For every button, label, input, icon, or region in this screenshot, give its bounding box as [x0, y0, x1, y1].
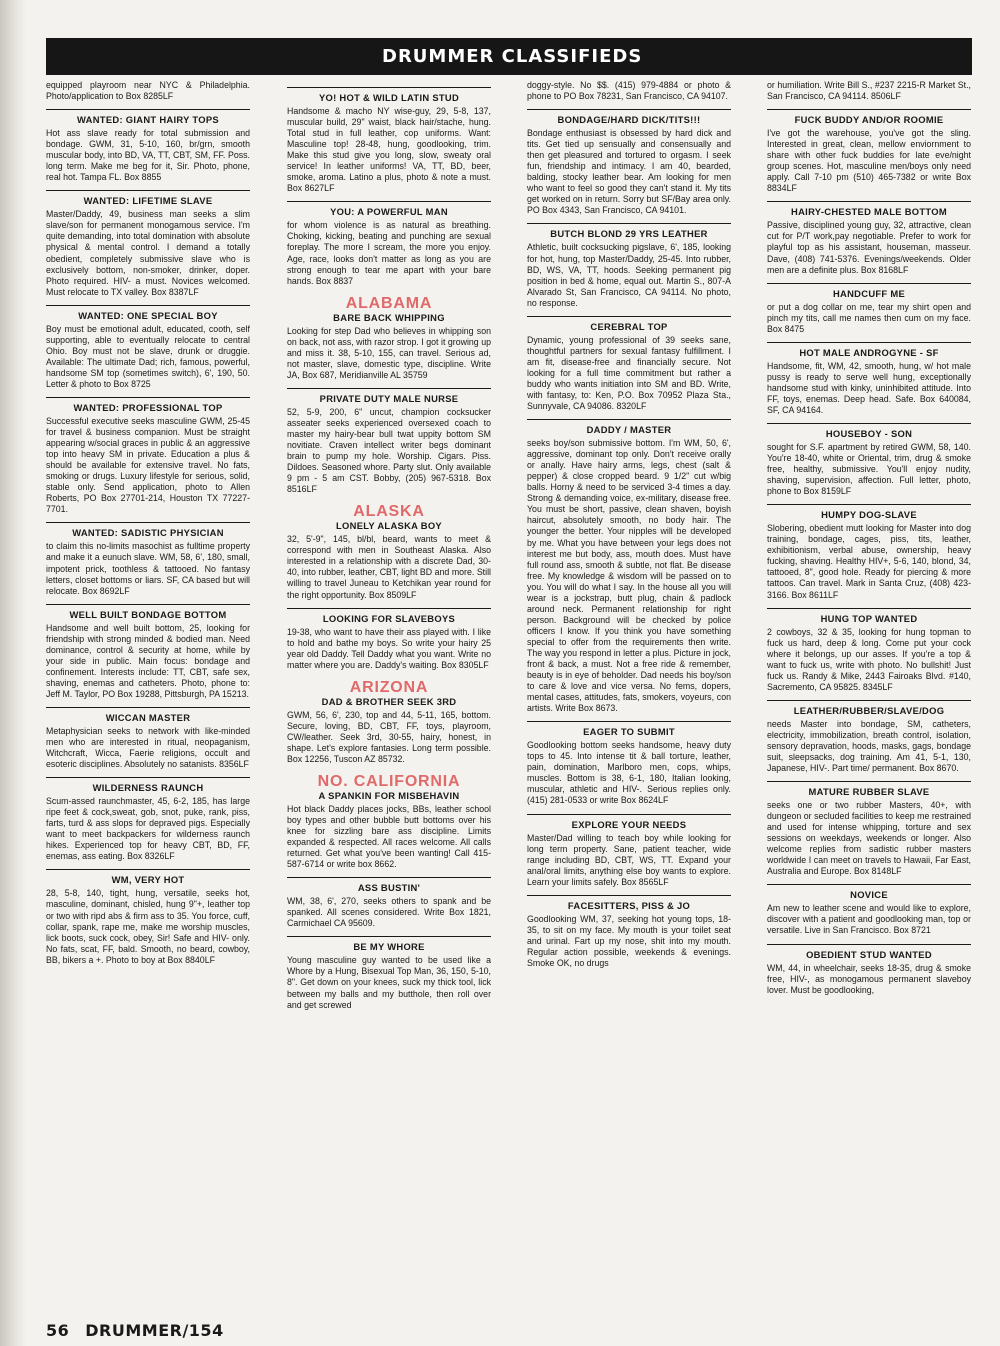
ad-divider: [46, 397, 250, 398]
ad-title: EAGER TO SUBMIT: [583, 726, 675, 738]
ad-title: HUNG TOP WANTED: [820, 612, 918, 624]
ad-divider: [287, 388, 491, 389]
ad-body: Successful executive seeks masculine GWM, 25-45 for travel & business companion. Must be straight appearing w/social graces in public & an aggressive top into heavy SM in private. Education a plus & should be available for extensive travel. No fats, smoking or drugs. Luxury lifestyle for serious, solid, stable only. Send application, photo to Allen Roberts, PO Box 27701-214, Houston TX 77227-7701.: [46, 415, 250, 515]
classified-ad: [287, 790, 491, 870]
ad-body: GWM, 56, 6', 230, top and 44, 5-11, 165, bottom. Secure, loving, BD, CBT, FF, toys, playroom, CW/leather. Seek 3rd, 30-55, hairy, honest, in shape. Let's explore fantasies. Long term possible. Box 12256, Tuscon AZ 85732.: [287, 709, 491, 764]
ad-title: BARE BACK WHIPPING: [333, 311, 445, 323]
ad-divider: [527, 814, 731, 815]
ad-body: Master/Daddy, 49, business man seeks a slim slave/son for permanent monogamous service. I'm quite demanding, into total domination with absolute physical & mental control. I demand a totally obedient, completely submissive slave who is exclusively bottom, non-smoker, drinker, doper. Photo required. HIV- a must. Novices welcomed. Must relocate to TX valley. Box 8387LF: [46, 209, 250, 297]
ad-title: WANTED: GIANT HAIRY TOPS: [77, 114, 219, 126]
classified-ad: [46, 522, 250, 596]
ad-title: BONDAGE/HARD DICK/TITS!!!: [557, 114, 701, 126]
ad-divider: [46, 109, 250, 110]
ad-title: HOT MALE ANDROGYNE - SF: [799, 346, 939, 358]
ad-body: seeks boy/son submissive bottom. I'm WM, 50, 6', aggressive, dominant top only. Don't receive orally or anally. Have hairy arms, legs, chest (salt & pepper) & close cropped beard. 9 1/2" cut w/big balls. Horny & need to be serviced 3-4 times a day. Strong & demanding voice, ex-military, disease free. You must be short, passive, clean shaven, boyish haircut, absolutely smooth, no body hair. The younger the better. Your nipples will be developed by me. What you have between your legs does not interest me but body, ass, mouth does. Must have full round ass, smooth & subtle, not flat. Be disease free. My knowledge & wisdom will be passed on to you. You will do what I say. In the house all you will wear is a jockstrap, butt plug, chain & padlock around neck. Permanent relationship for right person. Background will be checked by police officers I know. If you think you have something special to offer from the requirements then write. The way you respond in letter a plus. Picture in jock, front & back, a must. Not a free ride & remember, beauty is in eye of beholder. Dad needs his boy/son to care & love and vice versa. No fems, dopers, mental cases, attitudes, fats, smokers, voyeurs, con artists. Write Box 8673.: [527, 438, 731, 714]
ad-body: 2 cowboys, 32 & 35, looking for hung topman to fuck us hard, deep & long. Come put your cock where it belongs, up our asses. If you're a top & want to fuck us, write with photo. No bullshit! Just fuck us. Randy & Mike, 2443 Fairoaks Blvd. #140, Sacremento, CA 95825. 8345LF: [767, 626, 971, 692]
classified-ad: [527, 419, 731, 714]
classified-ad: [287, 608, 491, 671]
ad-body: Handsome, fit, WM, 42, smooth, hung, w/ hot male pussy is ready to serve well hung, exceptionally handsome stud with kinky, uninhibited attitude. Into FF, toys, enemas. Deep head. Safe. Box 640084, SF, CA 94164.: [767, 360, 971, 415]
ad-body: Slobering, obedient mutt looking for Master into dog training, bondage, cages, piss, tits, leather, exhibitionism, verbal abuse, ownership, heavy fucking, shaving. Healthy HIV+, 5-6, 140, blond, 34, tattooed, 8", good hole. Ready for piercing & more tattoos. Can travel. Mark in Santa Cruz, (408) 423-3166. Box 8611LF: [767, 523, 971, 600]
ad-body: 52, 5-9, 200, 6" uncut, champion cocksucker asseater seeks experienced oversexed coach to master my hairy-bear bull twat uppity bottom SM novitiate. Craven intellect writer begs dominant brain to pump my hole. Worship. Cigars. Piss. Dildoes. Seasoned whore. Party slut. Only available 9 pm - 5 am CST. Bobby, (205) 967-5318. Box 8516LF: [287, 406, 491, 495]
classified-column-4: [767, 80, 971, 1308]
ad-divider: [767, 283, 971, 284]
ad-body: Metaphysician seeks to network with like-minded men who are interested in ritual, neopaganism, Witchcraft, Wicca, Faerie religions, occult and esoteric disciplines. Absolutely no satanists. 8356LF: [46, 725, 250, 770]
ad-body: seeks one or two rubber Masters, 40+, with dungeon or secluded facilities to keep me restrained and used for intense whipping, torture and sex sessions on weekdays, weekends or longer. Also welcome replies from sadistic rubber masters worldwide I can meet on travels to Hawaii, Far East, Australia and Europe. Box 8148LF: [767, 800, 971, 877]
ad-body: Scum-assed raunchmaster, 45, 6-2, 185, has large ripe feet & cock,sweat, gob, snot, puke, rank, piss, farts, turd & ass slops for depraved pigs. Especially want to meet backpackers for wilderness raunch hikes. Experienced top for heavy CBT, BD, FF, enemas, ass eating. Box 8326LF: [46, 796, 250, 862]
classified-ad: [527, 80, 731, 102]
ad-divider: [767, 700, 971, 701]
region-heading: NO. CALIFORNIA: [317, 772, 461, 790]
page-header-banner: DRUMMER CLASSIFIEDS: [46, 38, 972, 75]
ad-title: A SPANKIN FOR MISBEHAVIN: [318, 789, 460, 801]
classified-column-3: [527, 80, 731, 1308]
ad-body: sought for S.F. apartment by retired GWM, 58, 140. You're 18-40, white or Oriental, trim, drug & smoke free, healthy, submissive. You'll enjoy nudity, shaving, supervision, affection. Full letter, photo, phone to Box 8159LF: [767, 441, 971, 497]
ad-title: FUCK BUDDY AND/OR ROOMIE: [794, 114, 944, 126]
ad-title: HANDCUFF ME: [832, 287, 906, 299]
ad-body: 32, 5'-9", 145, bl/bl, beard, wants to meet & correspond with men in Southeast Alaska. Also interested in a relationship with a discrete Dad, 30-40, into rubber, leather, CBT, light BD and more. Still willing to travel Juneau to Ketchikan year round for the right opportunity. Box 8509LF: [287, 534, 491, 600]
ad-body: Bondage enthusiast is obsessed by hard dick and tits. Get tied up sensually and consensually and then get pleasured and tortured to orgasm. I seek fun, friendship and intimacy. I am 40, bearded, balding, stocky leather bear. Am looking for men who want to feel so good they can't stand it. My tits get worked on in return. Sorry but SF/Bay area only. PO Box 4343, San Francisco, CA 94101.: [527, 128, 731, 216]
ad-body: doggy-style. No $$. (415) 979-4884 or photo & phone to PO Box 78231, San Francisco, CA 94107.: [527, 80, 731, 102]
classified-ad: [767, 80, 971, 102]
ad-body: 19-38, who want to have their ass played with. I like to hold and bathe my boys. So write your hairy 25 year old Daddy. Tell Daddy what you want. Write no matter where you are. Daddy's waiting. Box 8305LF: [287, 626, 491, 670]
ad-body: WM, 38, 6', 270, seeks others to spank and be spanked. All scenes considered. Write Box 1821, Carmichael CA 95609.: [287, 896, 491, 929]
ad-divider: [46, 707, 250, 708]
ad-title: WANTED: PROFESSIONAL TOP: [73, 401, 223, 413]
ad-divider: [46, 869, 250, 870]
ad-divider: [287, 201, 491, 202]
ad-body: Hot black Daddy places jocks, BBs, leather school boy types and other bubble butt bottoms over his knee for sizzling bare ass discipline. Limits expanded & respected. All races welcome. All calls returned. Get what you've been wanting! Call 415-587-6714 or write box 8662.: [287, 803, 491, 870]
ad-body: Master/Dad willing to teach boy while looking for long term property. Sane, patient teacher, wide range including BD, CBT, WS, TT. Expand your anal/oral limits, anything else boy wants to explore. Learn your limits safely. Box 8565LF: [527, 832, 731, 887]
page-number: 56: [46, 1321, 70, 1340]
ad-divider: [767, 608, 971, 609]
ad-title: WILDERNESS RAUNCH: [92, 782, 204, 794]
classified-ad: [46, 604, 250, 700]
ad-title: HAIRY-CHESTED MALE BOTTOM: [791, 206, 947, 218]
ad-body: equipped playroom near NYC & Philadelphia. Photo/application to Box 8285LF: [46, 80, 250, 102]
ad-divider: [46, 604, 250, 605]
ad-title: LONELY ALASKA BOY: [336, 520, 442, 532]
ad-title: FACESITTERS, PISS & JO: [567, 899, 691, 911]
ad-divider: [767, 884, 971, 885]
classified-ad: [767, 423, 971, 497]
classified-ad: [287, 696, 491, 765]
classified-ad: [527, 316, 731, 412]
ad-divider: [527, 223, 731, 224]
ad-body: I've got the warehouse, you've got the sling. Interested in great, clean, mellow enviornment to share with other fuck buddies for late eve/night group scenes. Hot, masculine men/boys only need apply. Call 7-10 pm (510) 465-7382 or write Box 8834LF: [767, 128, 971, 194]
ad-title: MATURE RUBBER SLAVE: [808, 786, 930, 798]
ad-body: or humiliation. Write Bill S., #237 2215-R Market St., San Francisco, CA 94114. 8506LF: [767, 80, 971, 102]
classified-ad: [767, 201, 971, 275]
classified-ad: [46, 869, 250, 965]
ad-divider: [767, 201, 971, 202]
classified-ad: [767, 700, 971, 774]
ad-title: BUTCH BLOND 29 YRS LEATHER: [550, 228, 708, 240]
ad-title: BE MY WHORE: [353, 941, 425, 953]
ad-divider: [46, 777, 250, 778]
ad-title: DAD & BROTHER SEEK 3RD: [321, 695, 457, 707]
ad-divider: [46, 522, 250, 523]
region-heading: ALABAMA: [345, 294, 433, 312]
classified-ad: [767, 608, 971, 693]
ad-body: Passive, disciplined young guy, 32, attractive, clean cut for P/T work,pay negotiable. Prefer to work for playful top as his assistant, houseman, masseur. Dave, (408) 741-5376. Evenings/weekends. Older men are a definite plus. Box 8168LF: [767, 220, 971, 275]
classified-ad: [527, 223, 731, 308]
ad-title: HUMPY DOG-SLAVE: [821, 509, 917, 521]
classified-ad: [767, 109, 971, 194]
ad-body: WM, 44, in wheelchair, seeks 18-35, drug & smoke free, HIV-, as monogamous permanent slaveboy lover. Must be goodlooking,: [767, 962, 971, 995]
ad-divider: [767, 781, 971, 782]
classified-ad: [46, 190, 250, 297]
ad-body: or put a dog collar on me, tear my shirt open and pinch my tits, call me names then cum on my face. Box 8475: [767, 301, 971, 334]
classified-ad: [767, 884, 971, 936]
ad-title: WM, VERY HOT: [111, 874, 185, 886]
ad-divider: [527, 721, 731, 722]
ad-body: Goodlooking bottom seeks handsome, heavy duty tops to 45. Into intense tit & ball torture, leather, pain, domination, Marlboro men, cops, whips, muscles. Bottom is 38, 6-1, 180, Italian looking, muscular, athletic and HIV-. Serious replies only. (415) 281-0533 or write Box 8624LF: [527, 740, 731, 806]
classified-ad: [767, 781, 971, 877]
classified-ad: [527, 721, 731, 806]
ad-title: ASS BUSTIN': [357, 882, 421, 894]
ad-title: LOOKING FOR SLAVEBOYS: [322, 612, 456, 624]
classified-ad: [287, 388, 491, 495]
classified-ad: [46, 109, 250, 183]
ad-body: Boy must be emotional adult, educated, cooth, self supporting, able to eventually relocate to central Ohio. Boy must not be slave, drunk or druggie. Available: The ultimate Dad; rich, famous, powerful, handsome SM top (sometimes switch), 6', 190, 50. Letter & photo to Box 8725: [46, 323, 250, 389]
ad-title: WANTED: SADISTIC PHYSICIAN: [72, 527, 224, 539]
ad-body: Athletic, built cocksucking pigslave, 6', 185, looking for hot, hung, top Master/Daddy, 25-45. Into rubber, BD, WS, VA, TT, hoods. Seeking permanent pig position in bed & home, equal out. Martin S., 807-A Alvarado St, San Francisco, CA 94114. No photo, no response.: [527, 242, 731, 308]
classified-ad: [767, 504, 971, 600]
classified-ad: [527, 814, 731, 888]
ad-title: WELL BUILT BONDAGE BOTTOM: [69, 608, 227, 620]
ad-divider: [287, 87, 491, 88]
ad-title: WICCAN MASTER: [105, 711, 191, 723]
classified-ad: [767, 342, 971, 416]
ad-body: Am new to leather scene and would like to explore, discover with a patient and goodlooking man, top or versatile. Live in San Francisco. Box 8721: [767, 903, 971, 936]
ad-divider: [767, 423, 971, 424]
classified-ad: [767, 283, 971, 335]
ad-body: Dynamic, young professional of 39 seeks sane, thoughtful partners for sexual fantasy fulfillment. I am fit, disease-free and financially secure. Not looking for a full time commitment but rather a buddy who wants initiation into SM and BD. Write, with fantasy, to: Ken, P.O. Box 70952 Plaza Sta., Sunnyvale, CA 94086. 8320LF: [527, 334, 731, 412]
ad-divider: [767, 504, 971, 505]
ad-divider: [46, 190, 250, 191]
ad-title: YOU: A POWERFUL MAN: [330, 206, 448, 218]
classified-ad: [46, 707, 250, 770]
page-gutter-shadow: [0, 0, 26, 1346]
ad-divider: [287, 936, 491, 937]
classified-ad: [46, 305, 250, 390]
ad-title: YO! HOT & WILD LATIN STUD: [318, 92, 460, 103]
classified-ad: [527, 109, 731, 216]
ad-divider: [46, 305, 250, 306]
classified-ad: [287, 312, 491, 381]
ad-body: to claim this no-limits masochist as fulltime property and make it a eunuch slave. WM, 58, 6', 180, small, impotent prick, toothless & tattooed. No fantasy letters, closet bottoms or liars. SF, CA based but will relocate. Box 8692LF: [46, 541, 250, 596]
ad-title: DADDY / MASTER: [586, 424, 672, 436]
ad-divider: [287, 608, 491, 609]
ad-body: Handsome and well built bottom, 25, looking for friendship with strong minded & bodied man. Need dominance, control & security at home, while by your side in public. Main focus: bondage and confinement. Interests include: TT, CBT, safe sex, shaving, enemas and catheters. Photo, phone to: Jeff M. Taylor, PO Box 19288, Pittsburgh, PA 15213.: [46, 622, 250, 699]
region-heading: ALASKA: [353, 503, 425, 521]
ad-body: Goodlooking WM, 37, seeking hot young tops, 18-35, to sit on my face. My mouth is your toilet seat and urinal. Fart up my nose, shit into my mouth. Regular action possible, weekends & evenings. Smoke OK, no drugs: [527, 913, 731, 968]
ad-title: HOUSEBOY - SON: [825, 427, 913, 439]
ad-body: for whom violence is as natural as breathing. Choking, kicking, beating and punching are sexual foreplay. The more I scream, the more you enjoy. Age, race, looks don't matter as long as you are strong enough to tear me apart with your bare hands. Box 8837: [287, 220, 491, 286]
ad-divider: [767, 109, 971, 110]
classified-ad: [287, 520, 491, 600]
ad-divider: [767, 944, 971, 945]
ad-title: WANTED: LIFETIME SLAVE: [83, 195, 213, 207]
ad-body: needs Master into bondage, SM, catheters, electricity, immobilization, breath control, isolation, sensory depravation, hoods, masks, gags, bondage suit, sleepsacks, dog training. Am 41, 5-1, 130, Japanese, HIV-. Part time/ permanent. Box 8670.: [767, 718, 971, 774]
ad-title: EXPLORE YOUR NEEDS: [571, 818, 687, 830]
ad-divider: [287, 877, 491, 878]
classified-ad: [287, 87, 491, 194]
region-heading: ARIZONA: [349, 678, 429, 696]
ad-divider: [527, 895, 731, 896]
classified-ad: [46, 80, 250, 102]
ad-divider: [767, 342, 971, 343]
classified-ad: [287, 877, 491, 929]
ad-body: Hot ass slave ready for total submission and bondage. GWM, 31, 5-10, 160, br/grn, smooth muscular body, into BD, VA, TT, CBT, SM, FF. Poss. long term. Make me beg for it, Sir. Photo, phone, real hot. Tampa FL. Box 8855: [46, 128, 250, 183]
ad-body: Handsome & macho NY wise-guy, 29, 5-8, 137, muscular build, 29" waist, black hair/stache, hung. Total stud in full leather, cop uniforms. Want: Masculine top! 28-48, hung, goodlooking, trim. Make this stud give you long, slow, sweaty oral service! In leather uniforms! VA, TT, BD, beer, smoke, aroma. Latino a plus, photo & note a must. Box 8627LF: [287, 106, 491, 194]
ad-body: Looking for step Dad who believes in whipping son on back, not ass, with razor strop. I got it growing up and miss it. 38, 5-10, 155, can travel. Serious ad, not master, slave, domestic type, discipline. Write JA, Box 687, Meridianville AL 35759: [287, 325, 491, 380]
ad-title: CEREBRAL TOP: [590, 320, 668, 332]
ad-title: LEATHER/RUBBER/SLAVE/DOG: [793, 704, 945, 716]
ad-divider: [527, 109, 731, 110]
ad-divider: [527, 316, 731, 317]
classified-ad: [287, 201, 491, 286]
classified-ad: [527, 895, 731, 969]
ad-title: OBEDIENT STUD WANTED: [806, 948, 932, 960]
classified-ad: [46, 397, 250, 515]
classified-ad: [767, 944, 971, 996]
page-footer: [46, 1321, 240, 1340]
ad-title: WANTED: ONE SPECIAL BOY: [78, 309, 218, 321]
classified-ad: [287, 936, 491, 1010]
ad-title: PRIVATE DUTY MALE NURSE: [319, 392, 459, 404]
classified-column-1: [46, 80, 250, 1308]
ad-body: 28, 5-8, 140, tight, hung, versatile, seeks hot, masculine, dominant, chisled, hung 9"+, leather top or two with ripd abs & firm ass to 35. You force, cuff, collar, spank, rape me, make me worship muscles, lick boots, suck cock, obey, Sir! Safe and HIV- only. No fats, scat, FF, bald. Smooth, no beard, cowboy, BB, bikers a +. Photo to boy at Box 8840LF: [46, 888, 250, 965]
ad-title: NOVICE: [850, 889, 888, 901]
classified-column-2: [287, 80, 491, 1308]
classified-ad: [46, 777, 250, 862]
issue-label: DRUMMER/154: [85, 1321, 224, 1340]
ad-divider: [527, 419, 731, 420]
ad-body: Young masculine guy wanted to be used like a Whore by a Hung, Bisexual Top Man, 36, 150, 5-10, 8". Get down on your knees, suck my thick tool, lick between my balls and my butthole, then roll over and get screwed: [287, 955, 491, 1010]
